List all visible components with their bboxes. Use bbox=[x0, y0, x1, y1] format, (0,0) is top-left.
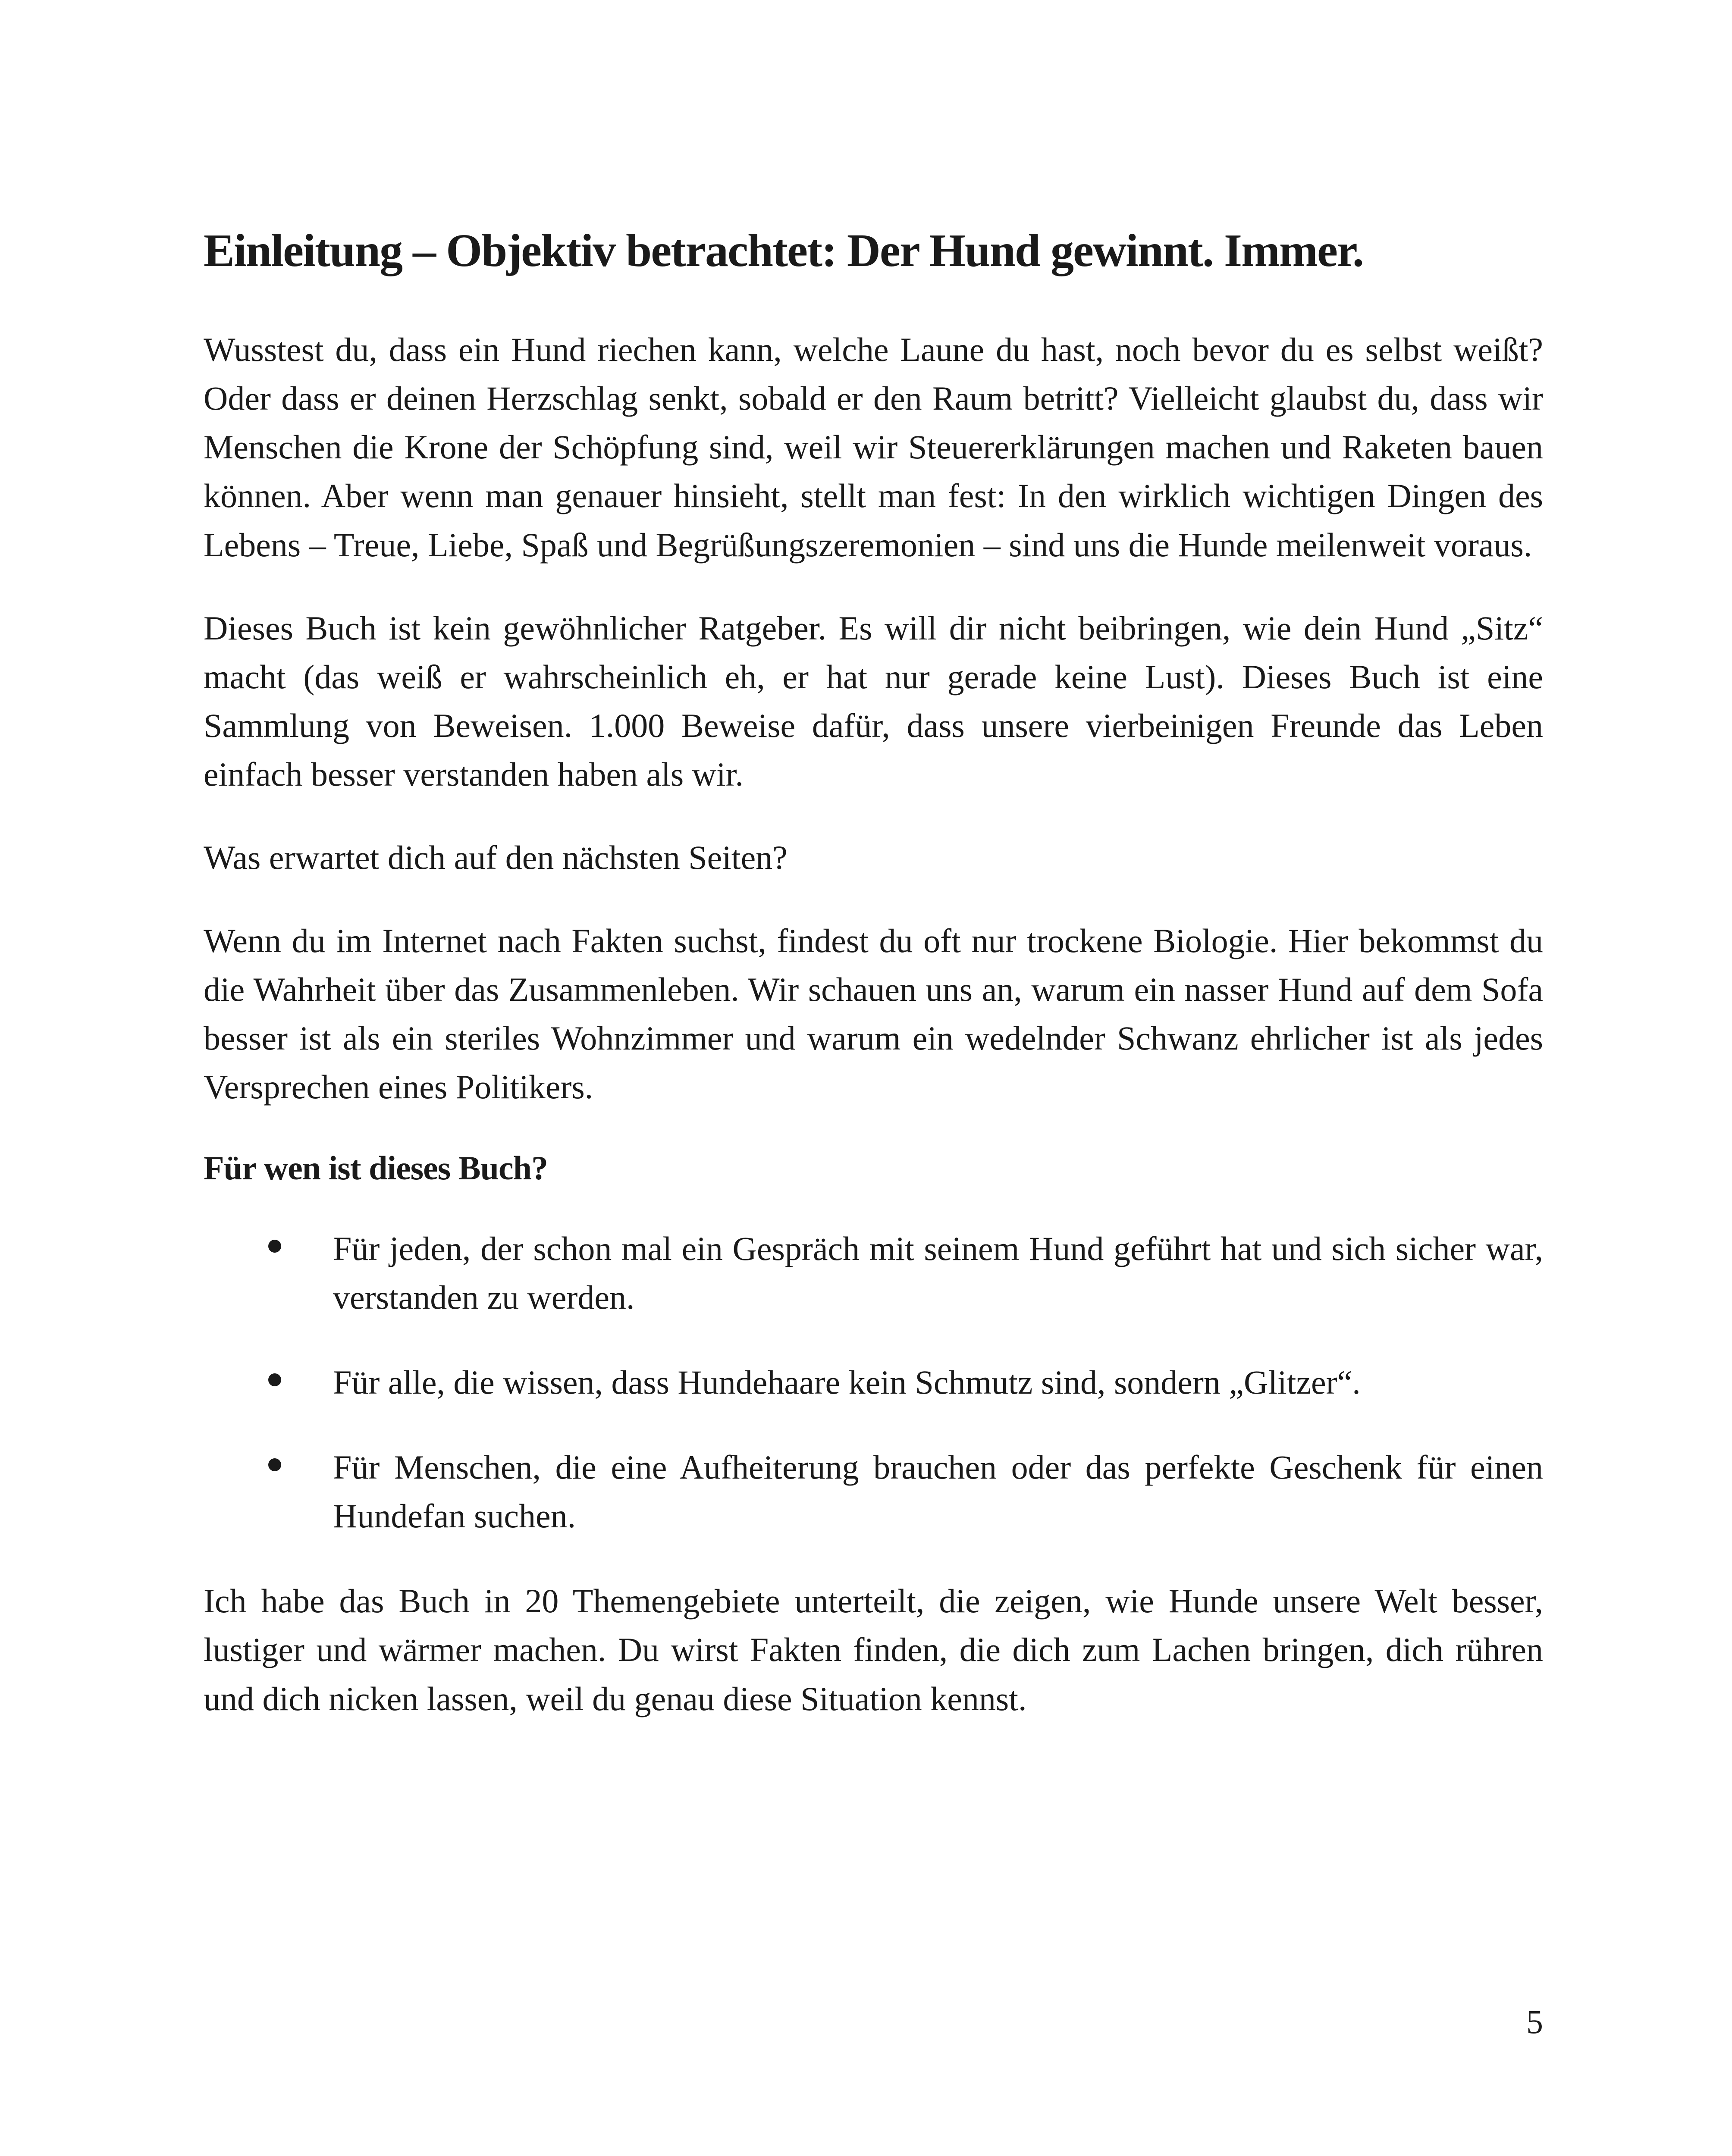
question-paragraph: Was erwartet dich auf den nächsten Seiten? bbox=[204, 839, 788, 877]
closing-paragraph: Ich habe das Buch in 20 Themengebiete unterteilt, die zeigen, wie Hunde unsere Welt besser, lustiger und wärmer machen. Du wirst Fakten finden, die dich zum Lachen bringen, dich rühren und dich nicken lassen, weil du genau diese Situation kennst. bbox=[204, 1582, 1543, 1717]
chapter-heading: Einleitung – Objektiv betrachtet: Der Hund gewinnt. Immer. bbox=[204, 225, 1363, 276]
internet-facts-paragraph: Wenn du im Internet nach Fakten suchst, findest du oft nur trockene Biologie. Hier bekommst du die Wahrheit über das Zusammenleben. Wir schauen uns an, warum ein nasser Hund auf dem Sofa besser ist als ein steriles Wohnzimmer und warum ein wedelnder Schwanz ehrlicher ist als jedes Versprechen eines Politikers. bbox=[204, 922, 1543, 1106]
list-item-text: Für Menschen, die eine Aufheiterung brauchen oder das perfekte Geschenk für einen Hundefan suchen. bbox=[333, 1448, 1543, 1535]
bullet-icon bbox=[268, 1458, 281, 1471]
audience-subheading: Für wen ist dieses Buch? bbox=[204, 1149, 548, 1187]
page-number: 5 bbox=[1526, 2003, 1543, 2040]
list-item-text: Für jeden, der schon mal ein Gespräch mit seinem Hund geführt hat und sich sicher war, verstanden zu werden. bbox=[333, 1229, 1543, 1316]
audience-list bbox=[204, 1224, 1543, 1540]
list-item bbox=[204, 1443, 1543, 1540]
list-item-text: Für alle, die wissen, dass Hundehaare kein Schmutz sind, sondern „Glitzer“. bbox=[333, 1363, 1361, 1401]
bullet-icon bbox=[268, 1240, 281, 1253]
page-content bbox=[204, 224, 1543, 1758]
bullet-icon bbox=[268, 1373, 281, 1386]
list-item bbox=[204, 1358, 1543, 1407]
intro-paragraph: Wusstest du, dass ein Hund riechen kann, welche Laune du hast, noch bevor du es selbst weißt? Oder dass er deinen Herzschlag senkt, sobald er den Raum betritt? Vielleicht glaubst du, dass wir Menschen die Krone der Schöpfung sind, weil wir Steuererklärungen machen und Raketen bauen können. Aber wenn man genauer hinsieht, stellt man fest: In den wirklich wichtigen Dingen des Lebens – Treue, Liebe, Spaß und Begrüßungszeremonien – sind uns die Hunde meilenweit voraus. bbox=[204, 331, 1543, 564]
book-description-paragraph: Dieses Buch ist kein gewöhnlicher Ratgeber. Es will dir nicht beibringen, wie dein Hund „Sitz“ macht (das weiß er wahrscheinlich eh, er hat nur gerade keine Lust). Dieses Buch ist eine Sammlung von Beweisen. 1.000 Beweise dafür, dass unsere vierbeinigen Freunde das Leben einfach besser verstanden haben als wir. bbox=[204, 609, 1543, 793]
list-item bbox=[204, 1224, 1543, 1322]
